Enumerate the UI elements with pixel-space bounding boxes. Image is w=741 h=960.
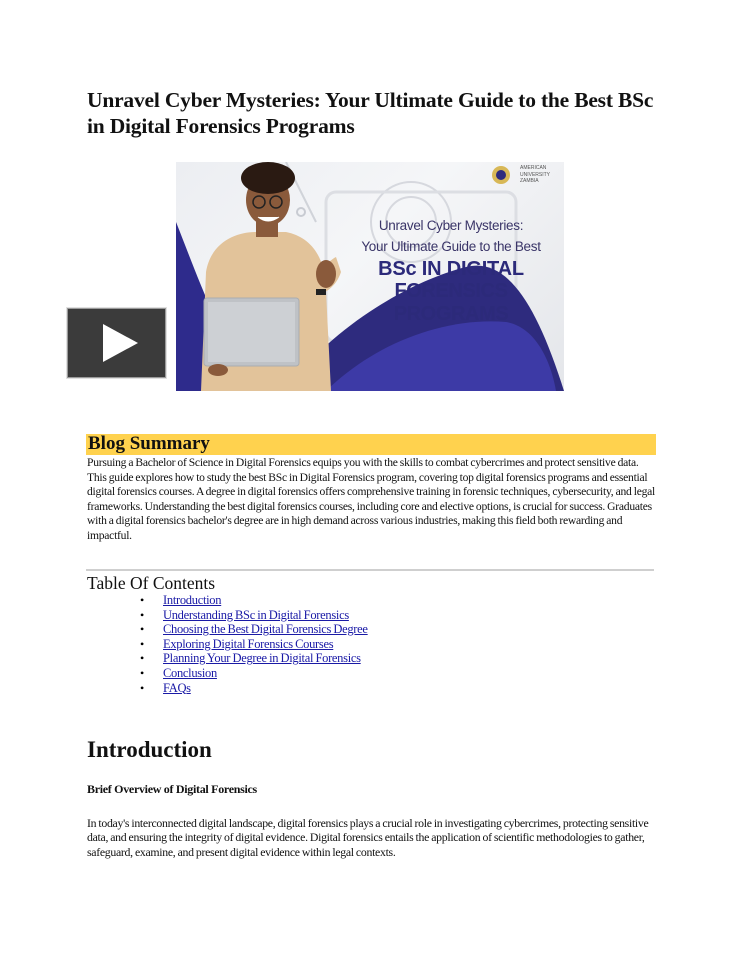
hero-headline-line-1: BSc IN DIGITAL (378, 258, 524, 280)
toc-item (140, 666, 368, 681)
hero-tagline-line-1: Unravel Cyber Mysteries: (378, 218, 524, 233)
toc-link-planning-degree[interactable]: Planning Your Degree in Digital Forensics (163, 651, 361, 666)
page-title: Unravel Cyber Mysteries: Your Ultimate Guide to the Best BSc in Digital Forensics Programs (87, 88, 654, 138)
toc-link-choosing-degree[interactable]: Choosing the Best Digital Forensics Degree (163, 622, 368, 637)
toc-item (140, 593, 368, 608)
toc-link-introduction[interactable]: Introduction (163, 593, 222, 607)
toc-item (140, 651, 368, 666)
bullet-icon: • (140, 651, 145, 666)
table-of-contents (140, 593, 368, 695)
introduction-paragraph: In today's interconnected digital landscape, digital forensics plays a crucial role in investigating cybercrimes, protecting sensitive data, and ensuring the integrity of digital evidence. Digital forensics entails the application of scientific methodologies to gather, safeguard, examine, and present digital evidence within legal contexts. (87, 816, 649, 859)
bullet-icon: • (140, 593, 145, 607)
introduction-subheading: Brief Overview of Digital Forensics (87, 782, 257, 796)
hero-headline-line-2: FORENSICS PROGRAMS (393, 280, 509, 325)
toc-item (140, 608, 368, 623)
bullet-icon: • (140, 607, 145, 622)
bullet-icon: • (140, 665, 145, 680)
blog-summary-heading: Blog Summary (88, 433, 210, 454)
play-icon (103, 324, 138, 362)
blog-summary-text: Pursuing a Bachelor of Science in Digital Forensics equips you with the skills to combat cybercrimes and protect sensitive data. This guide explores how to study the best BSc in Digital Forensics program, covering top digital forensics programs and essential digital forensics courses. A degree in digital forensics offers comprehensive training in forensic techniques, cybersecurity, and legal frameworks. Understanding the best digital forensics courses, including core and elective options, is crucial for success. Graduates with a digital forensics bachelor's degree are in high demand across various industries, making this field both rewarding and impactful. (87, 456, 656, 542)
toc-link-faqs[interactable]: FAQs (163, 680, 191, 695)
bullet-icon: • (140, 680, 145, 695)
video-play-button[interactable] (67, 308, 166, 378)
toc-item (140, 637, 368, 652)
hero-image (176, 162, 564, 391)
hero-tagline-line-2: Your Ultimate Guide to the Best (361, 239, 541, 254)
introduction-heading: Introduction (87, 737, 212, 762)
bullet-icon: • (140, 636, 145, 651)
toc-link-conclusion[interactable]: Conclusion (163, 665, 217, 680)
toc-item (140, 622, 368, 637)
table-of-contents-title: Table Of Contents (87, 573, 216, 593)
bullet-icon: • (140, 622, 145, 637)
toc-link-understanding-bsc[interactable]: Understanding BSc in Digital Forensics (163, 607, 349, 622)
toc-link-exploring-courses[interactable]: Exploring Digital Forensics Courses (163, 636, 334, 651)
toc-item (140, 681, 368, 696)
university-logo-text: AMERICAN UNIVERSITY ZAMBIA (520, 165, 551, 184)
section-divider (86, 569, 654, 571)
